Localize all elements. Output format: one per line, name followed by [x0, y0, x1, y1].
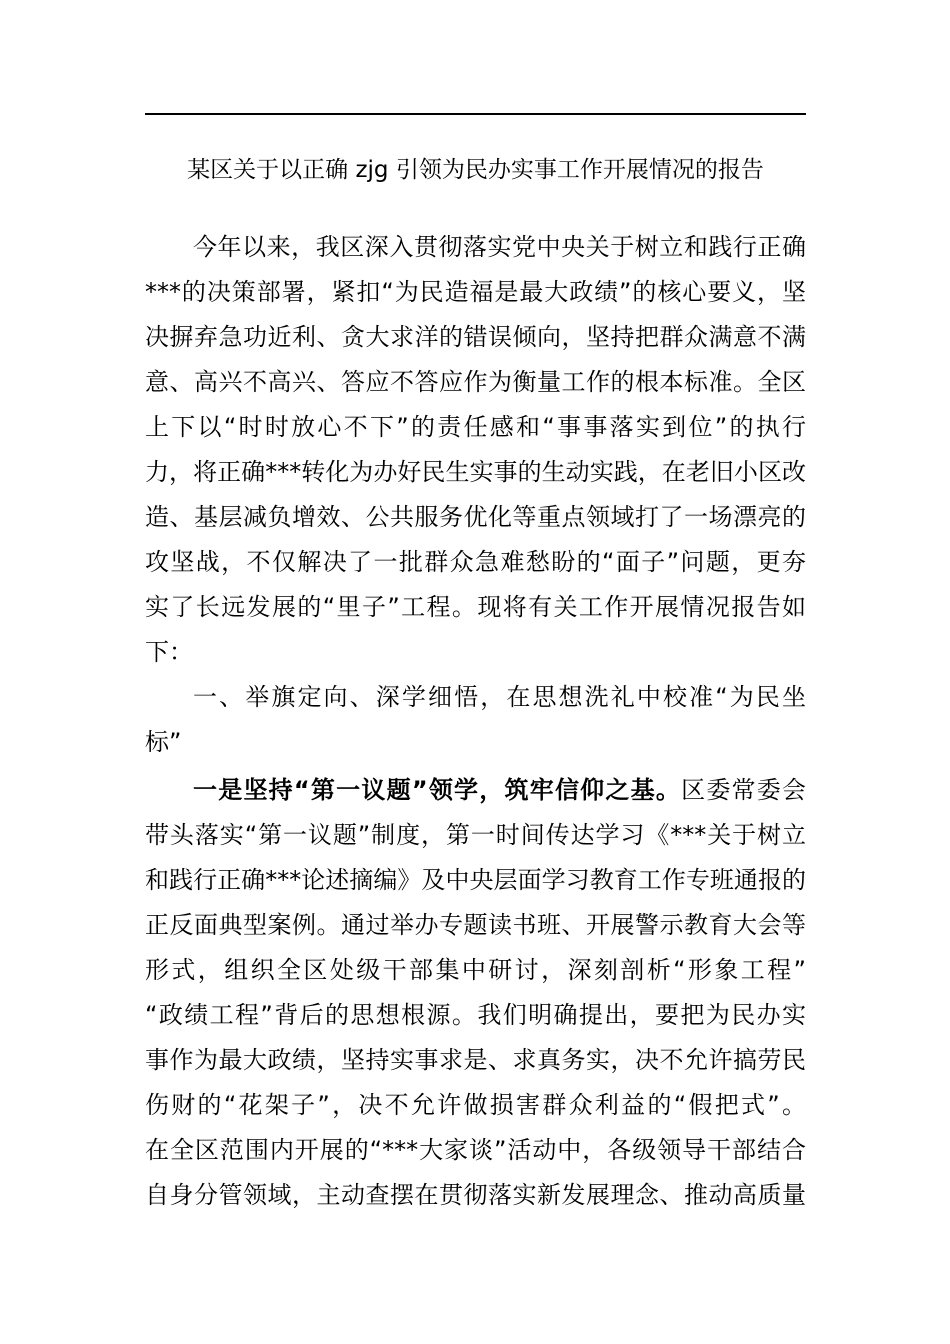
document-title: 某区关于以正确 zjg 引领为民办实事工作开展情况的报告: [187, 157, 764, 183]
point-line: 自身分管领域，主动查摆在贯彻落实新发展理念、推动高质量: [145, 1181, 806, 1209]
point-line: 形式，组织全区处级干部集中研讨，深刻剖析“形象工程”: [145, 956, 806, 984]
intro-line: 下：: [145, 638, 193, 666]
point-line: 带头落实“第一议题”制度，第一时间传达学习《***关于树立: [145, 821, 806, 849]
section-heading-line: 标”: [145, 728, 182, 756]
intro-line: 上下以“时时放心不下”的责任感和“事事落实到位”的执行: [145, 413, 806, 441]
point-line: 和践行正确***论述摘编》及中央层面学习教育工作专班通报的: [145, 866, 806, 894]
point-line: 正反面典型案例。通过举办专题读书班、开展警示教育大会等: [145, 911, 806, 939]
header-rule: [145, 113, 806, 115]
intro-line: 意、高兴不高兴、答应不答应作为衡量工作的根本标准。全区: [145, 368, 806, 396]
point-line: “政绩工程”背后的思想根源。我们明确提出，要把为民办实: [145, 1001, 806, 1029]
intro-line: ***的决策部署，紧扣“为民造福是最大政绩”的核心要义，坚: [145, 278, 806, 306]
point-heading: 一是坚持“第一议题”领学，筑牢信仰之基。: [193, 776, 682, 804]
section-heading-line: 一、举旗定向、深学细悟，在思想洗礼中校准“为民坐: [193, 683, 806, 711]
intro-line: 今年以来，我区深入贯彻落实党中央关于树立和践行正确: [193, 233, 806, 261]
intro-line: 造、基层减负增效、公共服务优化等重点领域打了一场漂亮的: [145, 503, 806, 531]
point-first-rest: 区委常委会: [681, 776, 807, 804]
point-first-line: [145, 768, 806, 813]
point-line: 伤财的“花架子”，决不允许做损害群众利益的“假把式”。: [145, 1091, 806, 1119]
intro-line: 实了长远发展的“里子”工程。现将有关工作开展情况报告如: [145, 593, 806, 621]
intro-line: 攻坚战，不仅解决了一批群众急难愁盼的“面子”问题，更夯: [145, 548, 806, 576]
point-line: 在全区范围内开展的“***大家谈”活动中，各级领导干部结合: [145, 1136, 806, 1164]
point-line: 事作为最大政绩，坚持实事求是、求真务实，决不允许搞劳民: [145, 1046, 806, 1074]
document-body: [145, 225, 806, 1218]
intro-line: 决摒弃急功近利、贪大求洋的错误倾向，坚持把群众满意不满: [145, 323, 806, 351]
intro-line: 力，将正确***转化为办好民生实事的生动实践，在老旧小区改: [145, 458, 806, 486]
